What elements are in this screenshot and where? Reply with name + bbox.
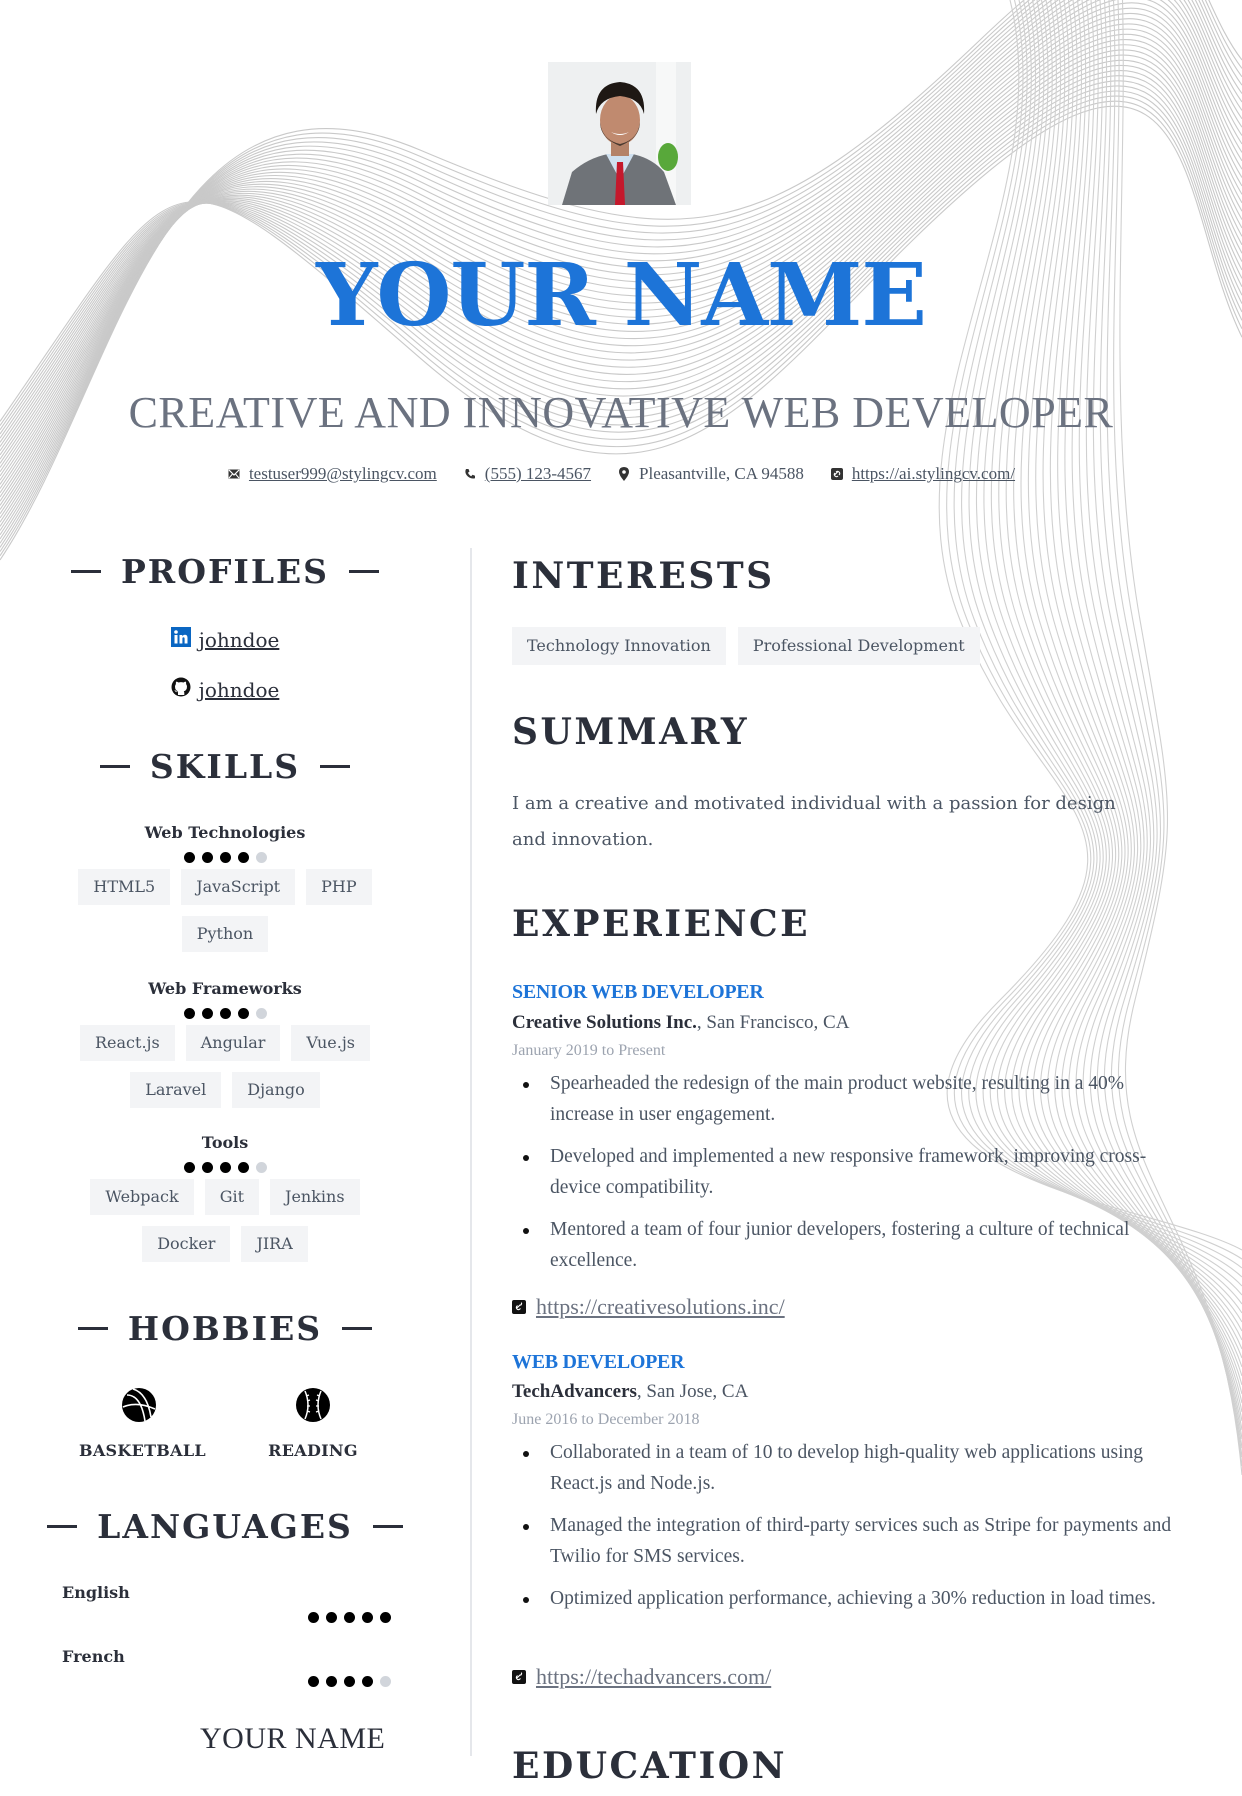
rating-dot-filled <box>202 1008 213 1019</box>
education-heading: EDUCATION <box>512 1745 788 1787</box>
rating-dot-empty <box>256 852 267 863</box>
skill-group-tools <box>55 1132 395 1262</box>
footer-name: YOUR NAME <box>200 1722 386 1755</box>
rating-dot-filled <box>344 1676 355 1687</box>
skill-tag: Webpack <box>90 1179 193 1215</box>
github-handle[interactable]: johndoe <box>198 677 280 702</box>
phone-icon <box>463 467 477 481</box>
rating-dot-filled <box>308 1612 319 1623</box>
summary-text: I am a creative and motivated individual with a passion for design and innovation. <box>512 793 1116 850</box>
phone-link[interactable]: (555) 123-4567 <box>484 464 592 483</box>
job-location: , San Francisco, CA <box>696 1012 850 1033</box>
hobby-label: BASKETBALL <box>79 1441 206 1460</box>
skill-tag: Laravel <box>130 1072 221 1108</box>
skill-tag: Django <box>232 1072 320 1108</box>
rating-dot-empty <box>256 1008 267 1019</box>
interest-tags <box>512 627 980 665</box>
rating-dot-filled <box>238 1008 249 1019</box>
contact-website[interactable] <box>830 464 1015 484</box>
rating-dot-filled <box>308 1676 319 1687</box>
rating-dot-filled <box>184 852 195 863</box>
link-icon <box>512 1670 526 1684</box>
heading-dash <box>78 1327 108 1330</box>
envelope-icon <box>227 467 241 481</box>
link-icon <box>512 1300 526 1314</box>
location-pin-icon <box>617 467 631 481</box>
github-icon <box>171 677 191 702</box>
job-dates: January 2019 to Present <box>512 1042 666 1059</box>
contact-location <box>617 464 804 484</box>
heading-dash <box>342 1327 372 1330</box>
baseball-icon <box>295 1387 331 1423</box>
job-website[interactable] <box>512 1294 785 1320</box>
hobby-basketball <box>79 1387 206 1460</box>
rating-dot-filled <box>184 1008 195 1019</box>
job-bullet: Developed and implemented a new responsive framework, improving cross-device compatibility. <box>512 1141 1192 1203</box>
language-french-rating <box>308 1676 391 1687</box>
job-bullets <box>512 1437 1192 1625</box>
rating-dot-filled <box>220 852 231 863</box>
column-divider <box>470 548 472 1756</box>
skills-heading-text: SKILLS <box>149 747 301 786</box>
languages-heading-text: LANGUAGES <box>97 1507 353 1546</box>
job-url[interactable]: https://techadvancers.com/ <box>536 1664 772 1689</box>
skill-tags <box>55 869 395 952</box>
linkedin-icon <box>171 627 191 652</box>
skill-group-title: Tools <box>201 1133 249 1152</box>
job-bullet: Optimized application performance, achieving a 30% reduction in load times. <box>512 1583 1192 1614</box>
skill-tag: PHP <box>306 869 371 905</box>
rating-dot-filled <box>238 1162 249 1173</box>
job-dates: June 2016 to December 2018 <box>512 1411 700 1428</box>
skill-tag: Jenkins <box>270 1179 360 1215</box>
job-company-line <box>512 1012 849 1034</box>
link-icon <box>830 467 844 481</box>
job-bullets <box>512 1068 1192 1287</box>
skills-heading <box>0 747 450 786</box>
skill-group-web-frameworks <box>55 978 395 1108</box>
profile-linkedin[interactable] <box>0 627 450 652</box>
job-bullet: Managed the integration of third-party services such as Stripe for payments and Twilio for SMS services. <box>512 1510 1192 1572</box>
contact-email[interactable] <box>227 464 437 484</box>
rating-dot-filled <box>362 1676 373 1687</box>
company-name: Creative Solutions Inc. <box>512 1012 697 1033</box>
location-text: Pleasantville, CA 94588 <box>639 464 804 483</box>
email-link[interactable]: testuser999@stylingcv.com <box>248 464 437 483</box>
profile-github[interactable] <box>0 677 450 702</box>
rating-dot-empty <box>256 1162 267 1173</box>
profiles-heading <box>0 552 450 591</box>
rating-dot-filled <box>184 1162 195 1173</box>
rating-dot-filled <box>344 1612 355 1623</box>
rating-dot-filled <box>202 1162 213 1173</box>
job-title: WEB DEVELOPER <box>512 1351 685 1373</box>
skill-tag: JIRA <box>241 1226 307 1262</box>
skill-tag: HTML5 <box>78 869 170 905</box>
summary-heading: SUMMARY <box>512 711 750 753</box>
language-english-rating <box>308 1612 391 1623</box>
profiles-heading-text: PROFILES <box>120 552 330 591</box>
company-name: TechAdvancers <box>512 1381 637 1402</box>
job-bullet: Spearheaded the redesign of the main product website, resulting in a 40% increase in user engagement. <box>512 1068 1192 1130</box>
contact-phone[interactable] <box>463 464 591 484</box>
skill-tag: Python <box>182 916 268 952</box>
hobby-label: READING <box>268 1441 358 1460</box>
candidate-name: YOUR NAME <box>316 245 926 346</box>
heading-dash <box>100 765 130 768</box>
skill-tag: Git <box>205 1179 259 1215</box>
language-english: English <box>62 1583 130 1602</box>
rating-dot-filled <box>220 1008 231 1019</box>
job-location: , San Jose, CA <box>636 1381 749 1402</box>
heading-dash <box>71 570 101 573</box>
skill-group-web-technologies <box>55 822 395 952</box>
interest-tag: Technology Innovation <box>512 627 726 665</box>
skill-level-rating <box>55 1008 395 1019</box>
languages-heading <box>0 1507 450 1546</box>
rating-dot-filled <box>220 1162 231 1173</box>
skill-group-title: Web Technologies <box>144 823 306 842</box>
language-french: French <box>62 1647 125 1666</box>
rating-dot-filled <box>326 1676 337 1687</box>
basketball-icon <box>121 1387 157 1423</box>
profile-photo <box>548 62 691 205</box>
hobby-reading <box>253 1387 373 1460</box>
job-title: SENIOR WEB DEVELOPER <box>512 981 764 1003</box>
skill-tag: React.js <box>80 1025 175 1061</box>
linkedin-handle[interactable]: johndoe <box>198 627 280 652</box>
skill-tag: Angular <box>186 1025 281 1061</box>
skill-level-rating <box>55 852 395 863</box>
rating-dot-filled <box>362 1612 373 1623</box>
heading-dash <box>320 765 350 768</box>
job-url[interactable]: https://creativesolutions.inc/ <box>536 1294 785 1319</box>
job-bullet: Collaborated in a team of 10 to develop high-quality web applications using React.js and Node.js. <box>512 1437 1192 1499</box>
rating-dot-empty <box>380 1676 391 1687</box>
rating-dot-filled <box>380 1612 391 1623</box>
rating-dot-filled <box>202 852 213 863</box>
job-headline: CREATIVE AND INNOVATIVE WEB DEVELOPER <box>128 388 1114 437</box>
skill-tags <box>55 1025 395 1108</box>
skill-group-title: Web Frameworks <box>148 979 302 998</box>
rating-dot-filled <box>238 852 249 863</box>
person-portrait-icon <box>548 62 691 205</box>
rating-dot-filled <box>326 1612 337 1623</box>
hobbies-heading-text: HOBBIES <box>127 1309 323 1348</box>
skill-tags <box>55 1179 395 1262</box>
skill-tag: Vue.js <box>291 1025 370 1061</box>
skill-tag: JavaScript <box>181 869 295 905</box>
contact-bar <box>0 464 1242 484</box>
experience-heading: EXPERIENCE <box>512 903 811 945</box>
hobbies-heading <box>0 1309 450 1348</box>
interests-heading: INTERESTS <box>512 555 775 597</box>
skill-level-rating <box>55 1162 395 1173</box>
heading-dash <box>349 570 379 573</box>
job-bullet: Mentored a team of four junior developers, fostering a culture of technical excellence. <box>512 1214 1192 1276</box>
job-website[interactable] <box>512 1664 771 1690</box>
heading-dash <box>47 1525 77 1528</box>
website-link[interactable]: https://ai.stylingcv.com/ <box>851 464 1016 483</box>
skill-tag: Docker <box>142 1226 230 1262</box>
interest-tag: Professional Development <box>738 627 980 665</box>
heading-dash <box>373 1525 403 1528</box>
job-company-line <box>512 1381 748 1403</box>
